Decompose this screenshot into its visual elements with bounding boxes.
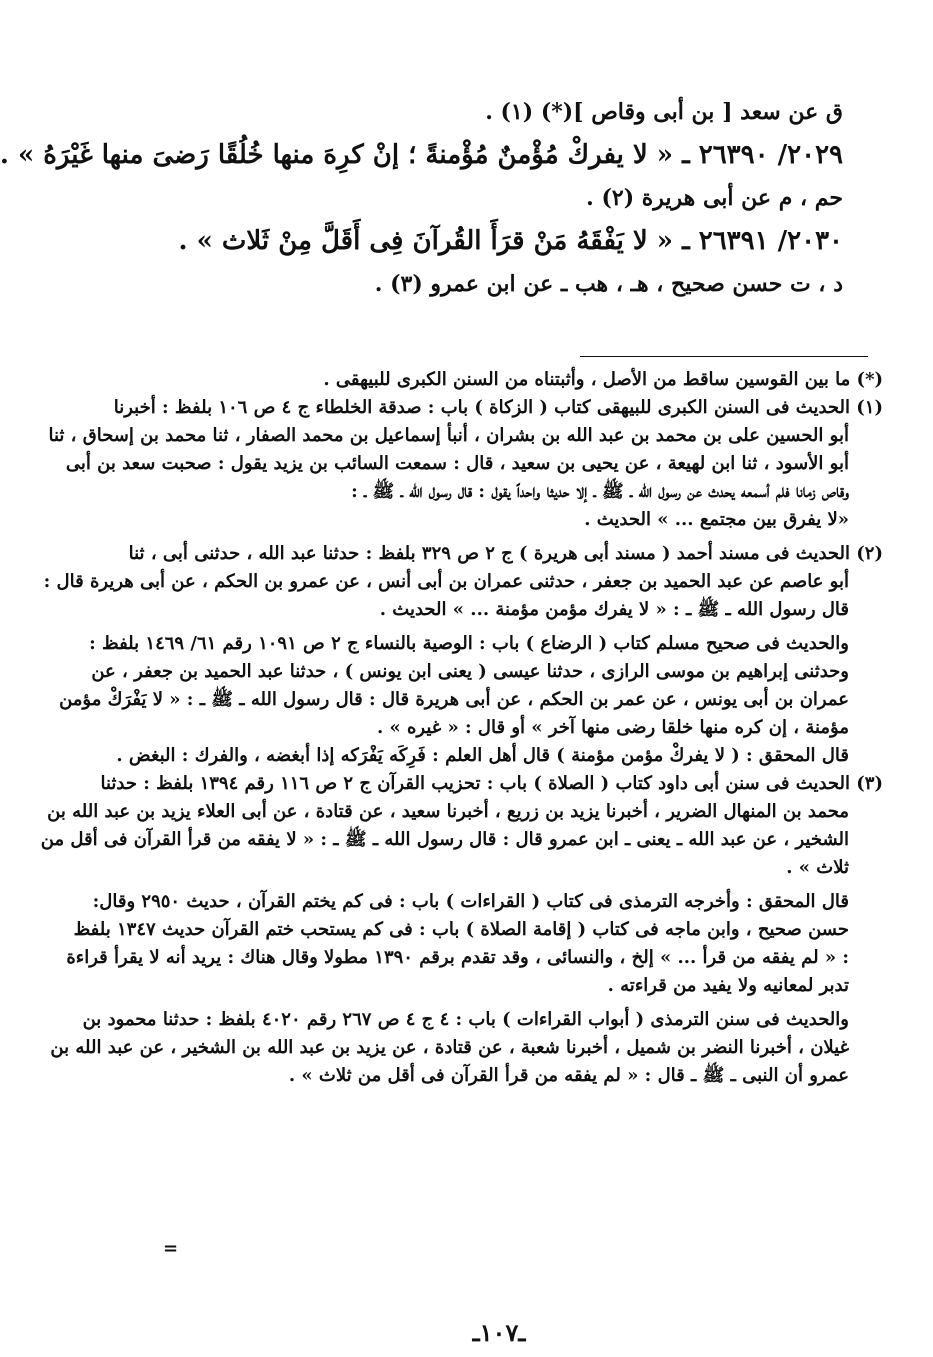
page-number: ـ١٠٧ـ — [472, 1318, 526, 1347]
note-2-line-7: مؤمنة ، إن كره منها خلقا رضى منها آخر » أو قال : « غيره » . — [376, 717, 849, 738]
footnote-divider — [580, 356, 868, 357]
note-3-line-7: : « لم يفقه من قرأ ... » إلخ ، والنسائى ، وقد تقدم برقم ١٣٩٠ مطولا وقال هناك : يريد أنه لا يقرأ قراءة — [66, 947, 849, 968]
note-1-line-5: «لا يفرق بين مجتمع ... » الحديث . — [584, 509, 849, 530]
hadith-2030-line-1: ٢٠٣٠/ ٢٦٣٩١ ـ « لا يَفْقَهُ مَنْ قرَأَ القُرآنَ فِى أَقَلَّ مِنْ ثَلاث » . — [178, 226, 843, 256]
note-2-line-4: والحديث فى صحيح مسلم كتاب ( الرضاع ) باب : الوصية بالنساء ج ٢ ص ١٠٩١ رقم ٦١/ ١٤٦٩ بلفظ : — [89, 633, 849, 654]
note-1-line-1: (١) الحديث فى السنن الكبرى للبيهقى كتاب ( الزكاة ) باب : صدقة الخلطاء ج ٤ ص ١٠٦ بلفظ : أخبرنا — [113, 397, 883, 418]
note-3-line-2: محمد بن المنهال الضرير ، أخبرنا يزيد بن زريع ، أخبرنا سعيد ، عن قتادة ، عن أبى العلاء يزيد بن عبد الله بن — [47, 801, 849, 822]
footnotes — [40, 366, 883, 1090]
note-3-line-6: حسن صحيح ، وابن ماجه فى كتاب ( إقامة الصلاة ) باب : فى كم يستحب ختم القرآن حديث ١٣٤٧ بلفظ — [73, 919, 849, 940]
note-2-line-2: أبو عاصم عن عبد الحميد بن جعفر ، حدثنى عمران بن أبى أنس ، عن عمرو بن الحكم ، عن أبى هريرة قال : — [43, 571, 849, 592]
note-2-line-8: قال المحقق : ( لا يفركْ مؤمن مؤمنة ) قال أهل العلم : فَرِكَه يَفْرَكه إذا أبغضه ، والفرك : البغض . — [116, 745, 849, 766]
note-3-line-1: (٣) الحديث فى سنن أبى داود كتاب ( الصلاة ) باب : تحزيب القرآن ج ٢ ص ١١٦ رقم ١٣٩٤ بلفظ : حدثنا — [100, 773, 883, 794]
note-1-line-2: أبو الحسين على بن محمد بن عبد الله بن بشران ، أنبأ إسماعيل بن محمد الصفار ، ثنا محمد بن إسحاق ، ثنا — [48, 425, 849, 446]
source-line-1: ق عن سعد [ بن أبى وقاص ](*) (١) . — [485, 99, 843, 125]
source-line-3: د ، ت حسن صحيح ، هـ ، هب ـ عن ابن عمرو (٣) . — [374, 271, 843, 297]
note-3-line-11: عمرو أن النبى ـ ﷺ ـ قال : « لم يفقه من قرأ القرآن فى أقل من ثلاث » . — [288, 1065, 849, 1086]
note-2-line-3: قال رسول الله ـ ﷺ ـ : « لا يفرك مؤمن مؤمنة ... » الحديث . — [379, 599, 849, 620]
source-line-2: حم ، م عن أبى هريرة (٢) . — [586, 185, 843, 211]
hadith-2029-line-1: ٢٠٢٩/ ٢٦٣٩٠ ـ « لا يفركْ مُؤْمنٌ مُؤْمنةً ؛ إنْ كرِهَ منها خُلُقًا رَضىَ منها غَيْرَهُ » . — [0, 140, 843, 170]
note-2-line-1: (٢) الحديث فى مسند أحمد ( مسند أبى هريرة ) ج ٢ ص ٣٢٩ بلفظ : حدثنا عبد الله ، حدثنى أبى ، ثنا — [128, 543, 883, 564]
note-1-line-3: أبو الأسود ، ثنا ابن لهيعة ، عن يحيى بن سعيد ، قال : سمعت السائب بن يزيد يقول : صحبت سعد بن أبى — [65, 453, 849, 474]
end-mark: = — [163, 1238, 179, 1259]
note-3-line-5: قال المحقق : وأخرجه الترمذى فى كتاب ( القراءات ) باب : فى كم يختم القرآن ، حديث ٢٩٥٠ وقال: — [92, 891, 849, 912]
note-3-line-8: تدبر لمعانيه ولا يفيد من قراءته . — [607, 975, 849, 996]
note-2-line-5: وحدثنى إبراهيم بن موسى الرازى ، حدثنا عيسى ( يعنى ابن يونس ) ، حدثنا عبد الحميد بن جعفر ، عن — [91, 661, 849, 682]
note-1-line-4: وقاص زمانا فلم أسمعه يحدث عن رسول الله ـ ﷺ ـ إلا حديثا واحداً يقول : قال رسول الله ـ ﷺ ـ : — [351, 481, 849, 502]
note-3-line-3: الشخير ، عن عبد الله ـ يعنى ـ ابن عمرو قال : قال رسول الله ـ ﷺ ـ : « لا يفقه من قرأ القرآن فى أقل من — [40, 829, 849, 850]
note-3-line-9: والحديث فى سنن الترمذى ( أبواب القراءات ) باب : ٤ ج ٤ ص ٢٦٧ رقم ٤٠٢٠ بلفظ : حدثنا محمود بن — [82, 1009, 849, 1030]
note-2-line-6: عمران بن أبى يونس ، عن عمر بن الحكم ، عن أبى هريرة قال : قال رسول الله ـ ﷺ ـ : « لا يَفْرَكْ مؤمن — [59, 689, 849, 710]
note-star-line-1: (*) ما بين القوسين ساقط من الأصل ، وأثبتناه من السنن الكبرى للبيهقى . — [323, 369, 883, 390]
note-3-line-4: ثلاث » . — [786, 857, 849, 878]
note-3-line-10: غيلان ، أخبرنا النضر بن شميل ، أخبرنا شعبة ، عن قتادة ، عن يزيد بن عبد الله بن الشخير ، عن عبد الله بن — [50, 1037, 849, 1058]
main-text — [0, 92, 843, 304]
